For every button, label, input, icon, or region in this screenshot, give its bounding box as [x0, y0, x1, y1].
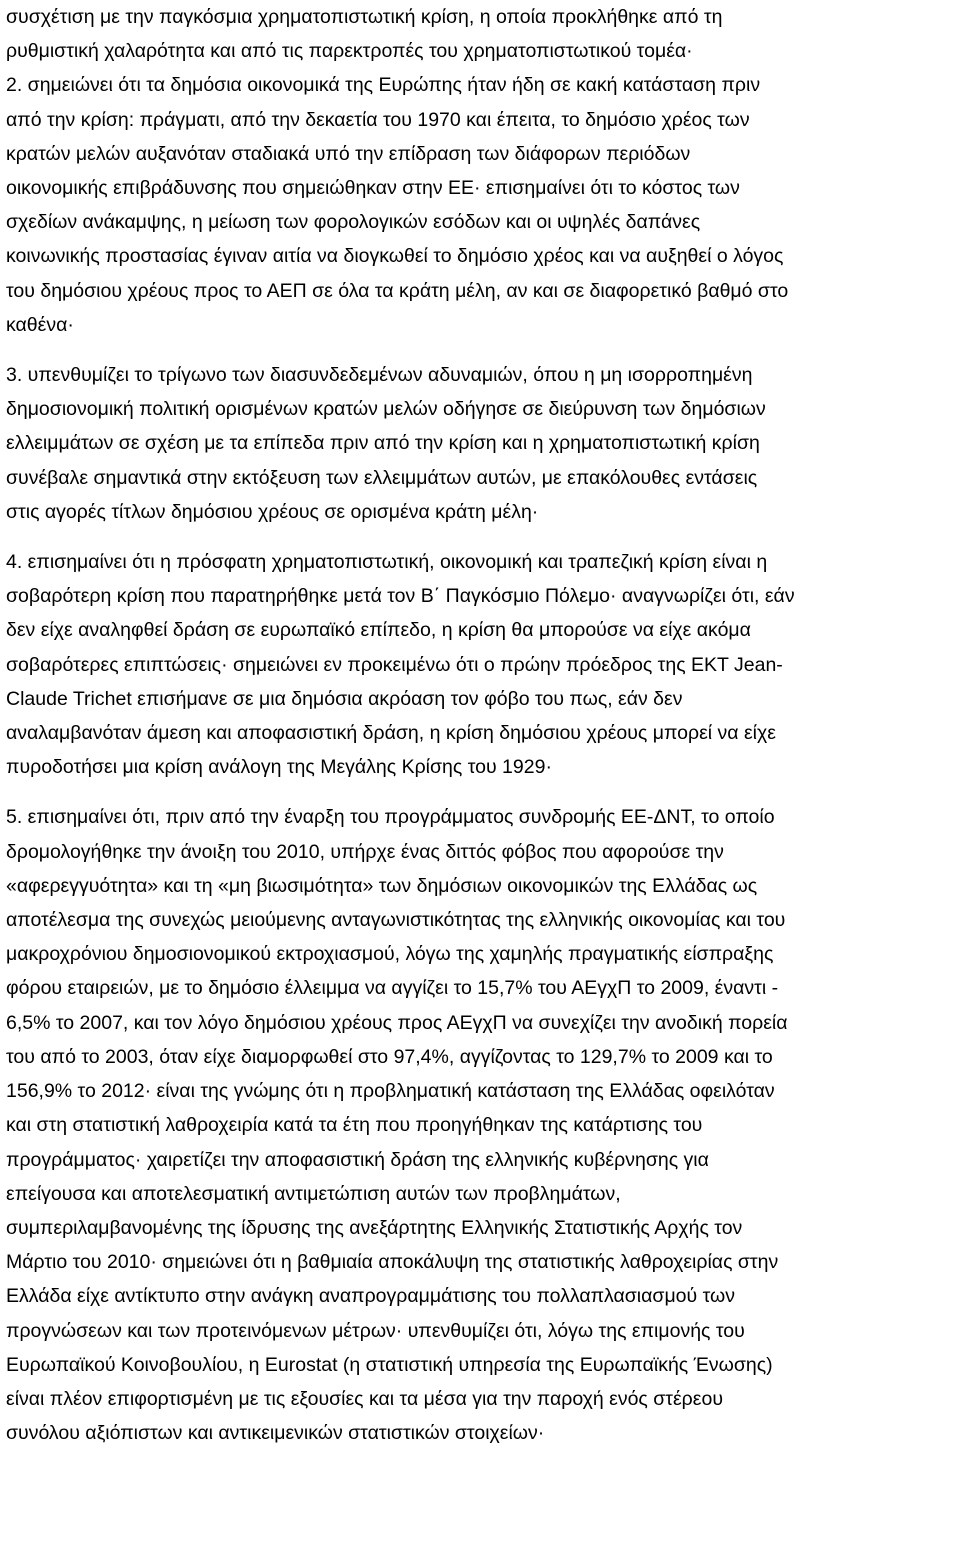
text-line: καθένα·: [6, 313, 74, 336]
text-line: 2. σημειώνει ότι τα δημόσια οικονομικά της Ευρώπης ήταν ήδη σε κακή κατάσταση πριν: [6, 74, 761, 97]
text-line: οικονομικής επιβράδυνσης που σημειώθηκαν στην ΕΕ· επισημαίνει ότι το κόστος των: [6, 177, 740, 200]
text-line: προγνώσεων και των προτεινόμενων μέτρων· υπενθυμίζει ότι, λόγω της επιμονής του: [6, 1319, 745, 1342]
text-line: κοινωνικής προστασίας έγιναν αιτία να διογκωθεί το δημόσιο χρέος και να αυξηθεί ο λόγος: [6, 245, 784, 268]
paragraph-gap: [6, 342, 956, 358]
text-line: από την κρίση: πράγματι, από την δεκαετία του 1970 και έπειτα, το δημόσιο χρέος των: [6, 108, 750, 131]
paragraph-4: [6, 545, 956, 784]
text-line: 5. επισημαίνει ότι, πριν από την έναρξη του προγράμματος συνδρομής ΕΕ-ΔΝΤ, το οποίο: [6, 806, 775, 829]
text-line: είναι πλέον επιφορτισμένη με τις εξουσίες και τα μέσα για την παροχή ενός στέρεου: [6, 1387, 723, 1410]
text-line: 4. επισημαίνει ότι η πρόσφατη χρηματοπιστωτική, οικονομική και τραπεζική κρίση είναι η: [6, 551, 768, 574]
text-line: ρυθμιστική χαλαρότητα και από τις παρεκτροπές του χρηματοπιστωτικού τομέα·: [6, 40, 693, 63]
text-line: συμπεριλαμβανομένης της ίδρυσης της ανεξάρτητης Ελληνικής Στατιστικής Αρχής τον: [6, 1216, 743, 1239]
text-line: στις αγορές τίτλων δημόσιου χρέους σε ορισμένα κράτη μέλη·: [6, 500, 539, 523]
text-line: σχεδίων ανάκαμψης, η μείωση των φορολογικών εσόδων και οι υψηλές δαπάνες: [6, 211, 701, 234]
paragraph-3: [6, 358, 956, 529]
text-line: αποτέλεσμα της συνεχώς μειούμενης ανταγωνιστικότητας της ελληνικής οικονομίας και του: [6, 909, 786, 932]
text-line: συνέβαλε σημαντικά στην εκτόξευση των ελλειμμάτων αυτών, με επακόλουθες εντάσεις: [6, 466, 758, 489]
paragraph-gap: [6, 784, 956, 800]
text-line: 6,5% το 2007, και τον λόγο δημόσιου χρέους προς ΑΕγχΠ να συνεχίζει την ανοδική πορεία: [6, 1011, 788, 1034]
paragraph-5: [6, 800, 956, 1450]
text-line: και στη στατιστική λαθροχειρία κατά τα έτη που προηγήθηκαν της κατάρτισης του: [6, 1114, 703, 1137]
text-line: προγράμματος· χαιρετίζει την αποφασιστική δράση της ελληνικής κυβέρνησης για: [6, 1148, 709, 1171]
text-line: Ευρωπαϊκού Κοινοβουλίου, η Eurostat (η στατιστική υπηρεσία της Ευρωπαϊκής Ένωσης): [6, 1353, 773, 1376]
text-line: επείγουσα και αποτελεσματική αντιμετώπιση αυτών των προβλημάτων,: [6, 1182, 621, 1205]
text-line: αναλαμβανόταν άμεση και αποφασιστική δράση, η κρίση δημόσιου χρέους μπορεί να είχε: [6, 722, 776, 745]
text-line: σοβαρότερες επιπτώσεις· σημειώνει εν προκειμένω ότι ο πρώην πρόεδρος της ΕΚΤ Jean-: [6, 653, 783, 676]
text-line: του από το 2003, όταν είχε διαμορφωθεί στο 97,4%, αγγίζοντας το 129,7% το 2009 και το: [6, 1045, 773, 1068]
text-line: ελλειμμάτων σε σχέση με τα επίπεδα πριν από την κρίση και η χρηματοπιστωτική κρίση: [6, 432, 760, 455]
text-line: σοβαρότερη κρίση που παρατηρήθηκε μετά τον Β΄ Παγκόσμιο Πόλεμο· αναγνωρίζει ότι, εάν: [6, 585, 795, 608]
paragraph-2: [6, 68, 956, 342]
text-line: δρομολογήθηκε την άνοιξη του 2010, υπήρχε ένας διττός φόβος που αφορούσε την: [6, 840, 724, 863]
text-line: συνόλου αξιόπιστων και αντικειμενικών στατιστικών στοιχείων·: [6, 1422, 545, 1445]
text-line: συσχέτιση με την παγκόσμια χρηματοπιστωτική κρίση, η οποία προκλήθηκε από τη: [6, 6, 723, 28]
text-line: 3. υπενθυμίζει το τρίγωνο των διασυνδεδεμένων αδυναμιών, όπου η μη ισορροπημένη: [6, 364, 753, 387]
text-line: κρατών μελών αυξανόταν σταδιακά υπό την επίδραση των διάφορων περιόδων: [6, 142, 691, 165]
text-line: «αφερεγγυότητα» και τη «μη βιωσιμότητα» των δημόσιων οικονομικών της Ελλάδας ως: [6, 874, 758, 897]
text-line: μακροχρόνιου δημοσιονομικού εκτροχιασμού, λόγω της χαμηλής πραγματικής είσπραξης: [6, 943, 774, 966]
text-line: δεν είχε αναληφθεί δράση σε ευρωπαϊκό επίπεδο, η κρίση θα μπορούσε να είχε ακόμα: [6, 619, 751, 642]
text-line: Μάρτιο του 2010· σημειώνει ότι η βαθμιαία αποκάλυψη της στατιστικής λαθροχειρίας στην: [6, 1251, 779, 1274]
text-line: Ελλάδα είχε αντίκτυπο στην ανάγκη αναπρογραμμάτισης του πολλαπλασιασμού των: [6, 1285, 736, 1308]
text-line: πυροδοτήσει μια κρίση ανάλογη της Μεγάλης Κρίσης του 1929·: [6, 756, 552, 779]
text-line: του δημόσιου χρέους προς το ΑΕΠ σε όλα τα κράτη μέλη, αν και σε διαφορετικό βαθμό στο: [6, 279, 789, 302]
paragraph-1-continuation: [6, 0, 956, 68]
text-line: φόρου εταιρειών, με το δημόσιο έλλειμμα να αγγίζει το 15,7% του ΑΕγχΠ το 2009, έναντι -: [6, 977, 779, 1000]
paragraph-gap: [6, 529, 956, 545]
text-line: 156,9% το 2012· είναι της γνώμης ότι η προβληματική κατάσταση της Ελλάδας οφειλόταν: [6, 1080, 775, 1103]
text-line: Claude Trichet επισήμανε σε μια δημόσια ακρόαση τον φόβο του πως, εάν δεν: [6, 687, 683, 710]
document-page: [6, 0, 956, 1450]
text-line: δημοσιονομική πολιτική ορισμένων κρατών μελών οδήγησε σε διεύρυνση των δημόσιων: [6, 398, 766, 421]
